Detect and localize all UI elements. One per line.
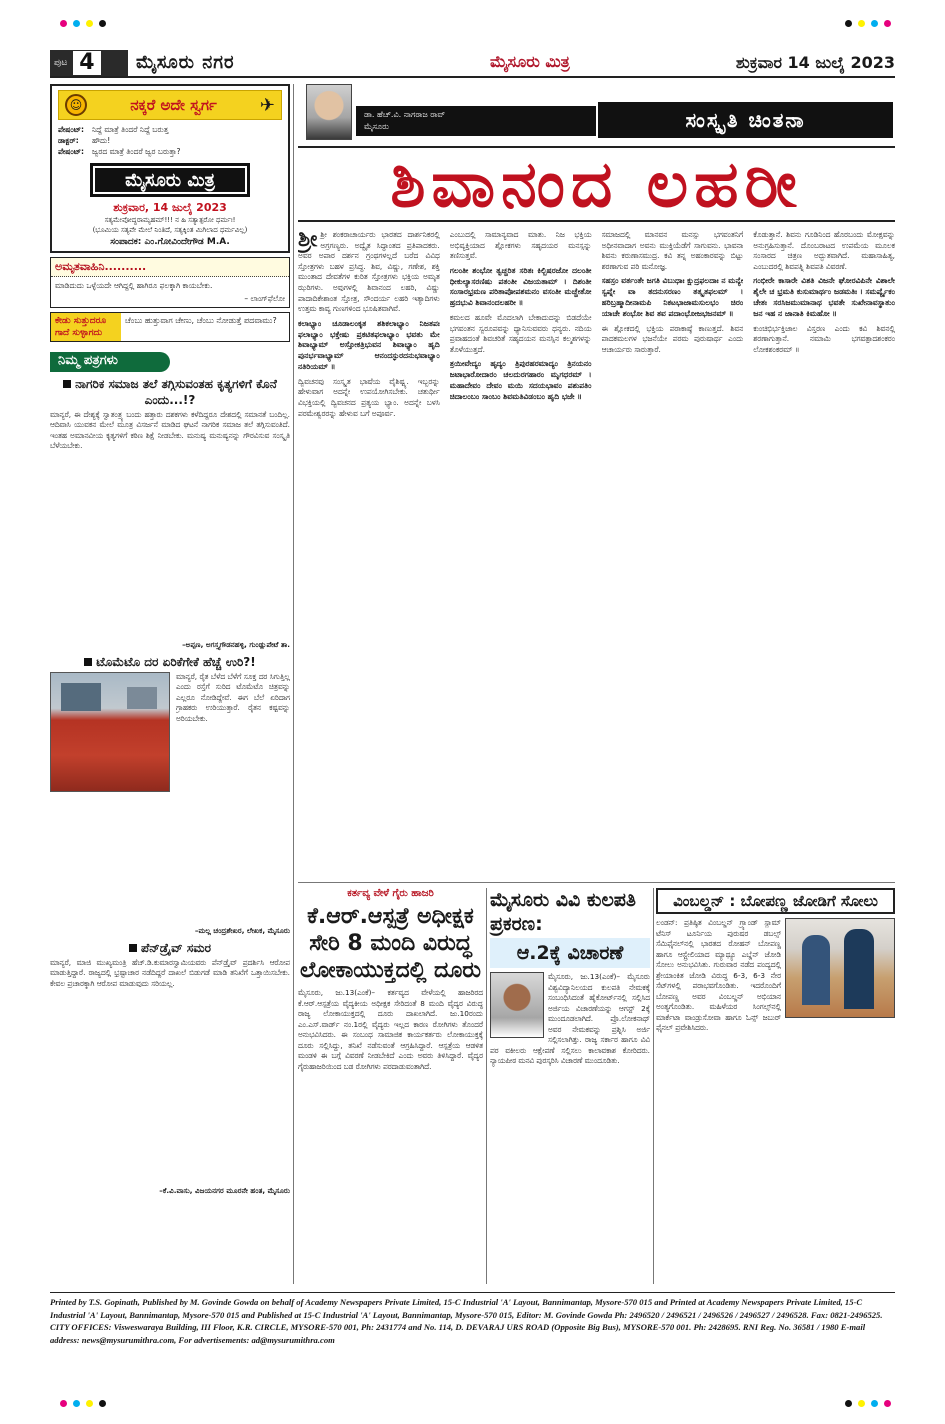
letter-1-title: ನಾಗರಿಕ ಸಮಾಜ ತಲೆ ತಗ್ಗಿಸುವಂತಹ ಕೃತ್ಯಗಳಿಗೆ ಕೊನೆ ಎಂದು...!? [50,376,290,408]
proverb-label: ಕೇಡು ಸುತ್ತುದರೂ ಗಾದೆ ಸುಳ್ಳಾಗದು [51,313,121,341]
cartoon-figure-icon: ✈ [259,94,275,116]
page-number-box [50,50,128,76]
quote-body: ಮಾಡಿದುದು ಒಳ್ಳೆಯದೇ ಆಗಿದ್ದಲ್ಲಿ ಹಾಗಿರೂ ಫಲಕ್ಕಾಗಿ ಕಾಯಬೇಕು. [55,281,213,290]
story-headline: ವಿಂಬಲ್ಡನ್ : ಬೋಪಣ್ಣ ಜೋಡಿಗೆ ಸೋಲು [656,888,895,914]
joke-line: ಪೇಷಂಟ್: ಜ್ವರದ ಮಾತ್ರೆ ತಿಂದರೆ ಜ್ವರ ಬರುತ್ತಾ? [58,147,181,156]
editor-line: ಸಂಪಾದಕ: ಎಂ.ಗೋವಿಂದೇಗೌಡ M.A. [110,237,230,247]
article-column-1: ಶ್ರೀ ಶ್ರೀ ಶಂಕರಾಚಾರ್ಯರು ಭಾರತದ ದಾರ್ಶನಿಕರಲ್ಲಿ ಅಗ್ರಗಣ್ಯರು. ಅದ್ವೈತ ಸಿದ್ಧಾಂತದ ಪ್ರತಿಪಾದಕರು. ಅವರ ಅಪಾರ ದರ್ಶನ ಗ್ರಂಥಗಳಲ್ಲದೆ ಬರೆದ ವಿವಿಧ ಸ್ತೋತ್ರಗಳು ಬಹಳ ಪ್ರಸಿದ್ಧ. ಶಿವ, ವಿಷ್ಣು, ಗಣೇಶ, ಶಕ್ತಿ ಮುಂತಾದ ದೇವತೆಗಳ ಕುರಿತ ಸ್ತೋತ್ರಗಳು ಭಕ್ತಿಯ ಅಮೃತ ಝರಿಗಳು. ಅವುಗಳಲ್ಲಿ ಶಿವಾನಂದ ಲಹರಿ, ವಿಷ್ಣು ಪಾದಾದಿಕೇಶಾಂತ ಸ್ತೋತ್ರ, ಸೌಂದರ್ಯ ಲಹರಿ ಇತ್ಯಾದಿಗಳು ಉತ್ತಮ ಕಾವ್ಯ ಗುಣಗಳಿಂದ ಭೂಷಿತವಾಗಿವೆ. ಕಲಾಭ್ಯಾಂ ಚೂಡಾಲಂಕೃತ ಶಶಿಕಲಾಭ್ಯಾಂ ನಿಜತಪಃ ಫಲಾಭ್ಯಾಂ ಭಕ್ತೇಷು ಪ್ರಕಟಿತಫಲಾಭ್ಯಾಂ ಭವತು ಮೇ ಶಿವಾಭ್ಯಾಮ್ ಅಸ್ತೋಕತ್ರಿಭುವನ ಶಿವಾಭ್ಯಾಂ ಹೃದಿ ಪುನರ್ಭವಾಭ್ಯಾಮ್ ಆನಂದಸ್ಫುರದನುಭವಾಭ್ಯಾಂ ನತಿರಿಯಮ್ ॥ ದ್ವಿವಚನವು ಸಂಸ್ಕೃತ ಭಾಷೆಯ ವೈಶಿಷ್ಟ್ಯ. ಇಬ್ಬರನ್ನು ಹೇಳುವಾಗ ಅದನ್ನೇ ಉಪಯೋಗಿಸಬೇಕು. ಚತುರ್ಥೀ ವಿಭಕ್ತಿಯಲ್ಲಿ ದ್ವಿವಚನದ ಪ್ರತ್ಯಯ ಭ್ಯಾಂ. ಅದನ್ನೇ ಬಳಸಿ ಪರಮೇಶ್ವರರನ್ನು ಹೇಳುವ ಬಗೆ ಅಪೂರ್ವ. [298,230,440,418]
joke-box [50,84,290,253]
joke-line: ಪೇಷಂಟ್: ನಿದ್ದೆ ಮಾತ್ರೆ ತಿಂದರೆ ನಿದ್ದೆ ಬರುತ್ತ [58,125,169,134]
joke-line: ಡಾಕ್ಟರ್: ಹೌದು! [58,136,111,145]
laughing-face-icon: ☺ [65,94,87,116]
tomato-dump-photo [50,672,170,792]
article-column-4 [753,230,895,870]
story-kicker: ಕರ್ತವ್ಯ ವೇಳೆ ಗೈರು ಹಾಜರಿ [347,888,434,899]
story-university [490,888,650,1067]
article-title: ಶಿವಾನಂದ ಲಹರೀ [298,146,895,222]
letter-2-signature: –ಮಲ್ಲ ಚಂದ್ರಶೇಖರ, ಲೇಖಕ, ಮೈಸೂರು [194,926,290,935]
page-label: ಪುಟ [54,58,68,68]
verse: ತ್ರಯೀವೇದ್ಯಂ ಹೃದ್ಯಂ ತ್ರಿಪುರಹರಮಾದ್ಯಂ ತ್ರಿನಯನಂ ಜಟಾಭಾರೋದಾರಂ ಚಲದುರಗಹಾರಂ ಮೃಗಧರಮ್ । ಮಹಾದೇವಂ ದೇವಂ ಮಯಿ ಸದಯಭಾವಂ ಪಶುಪತಿಂ ಚಿದಾಲಂಬಂ ಸಾಂಬಂ ಶಿವಮತಿವಿಡಂಬಂ ಹೃದಿ ಭಜೇ ॥ [449,359,592,401]
story-wimbledon [656,888,895,1034]
left-column [50,84,290,1196]
registration-dots-top-right [845,20,891,27]
section-name: ಮೈಸೂರು ನಗರ [136,52,235,73]
letters-section-header: ನಿಮ್ಮ ಪತ್ರಗಳು [50,352,170,372]
letter-3-signature: –ಕೆ.ವಿ.ವಾಸು, ವಿಜಯನಗರ ಮೂರನೇ ಹಂತ, ಮೈಸೂರು [159,1186,290,1195]
dropcap: ಶ್ರೀ [298,230,318,252]
registration-dots-bottom-right [845,1400,891,1407]
verse: ಗಂಭೀರೇ ಕಾಸಾರೇ ವಿಶತಿ ವಿಜನೇ ಘೋರವಿಪಿನೇ ವಿಶಾಲೇ ಶೈಲೇ ಚ ಭ್ರಮತಿ ಕುಸುಮಾರ್ಥಂ ಜಡಮತಿಃ । ಸಮರ್ಪ್ಯೈಕಂ ಚೇತಃ ಸರಸಿಜಮುಮಾನಾಥ ಭವತೇ ಸುಖೇನಾವಸ್ಥಾತುಂ ಜನ ಇಹ ನ ಜಾನಾತಿ ಕಿಮಹೋ ॥ [753,276,895,318]
letter-2-title: ಟೊಮೆಟೊ ದರ ಏರಿಕೆಗೇಕೆ ಹೆಚ್ಚೆ ಉರಿ?! [50,654,290,670]
story-headline: ಮೈಸೂರು ವಿವಿ ಕುಲಪತಿ ಪ್ರಕರಣ: [490,889,637,935]
column-name: ಸಂಸ್ಕೃತಿ ಚಿಂತನಾ [598,102,893,138]
story-kr-hospital [298,888,483,1072]
quote-author: – ಲಾಂಗ್‌ಫೆಲೋ [244,294,285,303]
paragraph: ಈ ಶ್ಲೋಕದಲ್ಲಿ ಭಕ್ತಿಯ ಪರಾಕಾಷ್ಠೆ ಕಾಣುತ್ತದೆ. ಶಿವನ ಪಾದಕಮಲಗಳ ಭಜನೆಯೇ ಪರಮ ಪುರುಷಾರ್ಥ ಎಂದು ಆಚಾರ್ಯರು ಸಾರುತ್ತಾರೆ. [601,323,744,354]
paragraph: ಕೊಡುತ್ತಾನೆ. ಶಿವನು ಗೂಡಿನಿಂದ ಹೊರಬಂದು ಮೋಕ್ಷವನ್ನು ಅನುಗ್ರಹಿಸುತ್ತಾನೆ. ದೊಂಬರಾಟದ ಉಪಮೆಯ ಮೂಲಕ ಸಂಸಾರದ ಚಿತ್ರಣ ಅದ್ಭುತವಾಗಿದೆ. ಮಹಾಸಾಹಿತ್ಯ, ಎಂಬುದರಲ್ಲಿ ಶಿವಪತ್ನಿ ಶಿವಪತಿ ವಿವರಣೆ. [753,230,895,271]
print-line: Printed by T.S. Gopinath, Published by M. Govinde Gowda on behalf of Academy Newspapers Private Limited, 15-C Industrial 'A' Layout, Bannimantap, Mysore-570 015 and Printed at Academy Newspapers Private Limited, 15-C Industrial 'A' Layout, Bannimantap, Mysore-570 015 and Published at 15-C Industrial 'A' Layout, Bannimantap, Mysore-570 015, Editor: M. Govinde Gowda Ph: 2496520 / 2496521 / 2496526 / 2496527 / 2496528. Fax: 0821-2496525. CITY OFFICES: Visweswaraya Building, III Floor, K.R. CIRCLE, MYSORE-570 001, Ph: 2431774 and No. 114, D. DEVARAJ URS ROAD (Opposite Big Bus), MYSORE-570 001. Ph: 2428695. RNI Reg. No. 36581 / 1980 E-mail address: news@mysurumithra.com, For advertisements: ad@mysurumithra.com [50,1292,895,1346]
paragraph: ಕಮಲದ ಹೂವೇ ಮೊದಲಾಗಿ ಬೇಕಾದುದನ್ನು ಬಿಡದೆಯೇ ಭಗವಂತನ ಸ್ವರೂಪವನ್ನು ಧ್ಯಾನಿಸುವವರು ಧನ್ಯರು. ನದಿಯ ಪ್ರವಾಹದಂತೆ ಶಿವಚರಿತೆ ಸಹೃದಯನ ಮನಸ್ಸಿನ ಕಲ್ಮಶಗಳನ್ನು ತೊಳೆಯುತ್ತದೆ. [449,312,592,354]
verse: ಸಹಸ್ರಂ ವರ್ತಂತೇ ಜಗತಿ ವಿಬುಧಾಃ ಕ್ಷುದ್ರಫಲದಾಃ ನ ಮನ್ಯೇ ಸ್ವಪ್ನೇ ವಾ ತದನುಸರಣಂ ತತ್ಕೃತಫಲಮ್ । ಹರಿಬ್ರಹ್ಮಾದೀನಾಮಪಿ ನಿಕಟಭಾಜಾಮಸುಲಭಂ ಚಿರಂ ಯಾಚೇ ಶಂಭೋ ಶಿವ ತವ ಪದಾಂಭೋಜಭಜನಮ್ ॥ [601,276,744,318]
quote-box [50,257,290,308]
bullet-square-icon [84,658,92,666]
article-body [298,230,895,870]
author-name: ಡಾ. ಹೆಚ್.ವಿ. ನಾಗರಾಜ ರಾವ್ [364,110,446,119]
paragraph: ದ್ವಿವಚನವು ಸಂಸ್ಕೃತ ಭಾಷೆಯ ವೈಶಿಷ್ಟ್ಯ. ಇಬ್ಬರನ್ನು ಹೇಳುವಾಗ ಅದನ್ನೇ ಉಪಯೋಗಿಸಬೇಕು. ಚತುರ್ಥೀ ವಿಭಕ್ತಿಯಲ್ಲಿ ದ್ವಿವಚನದ ಪ್ರತ್ಯಯ ಭ್ಯಾಂ. ಅದನ್ನೇ ಬಳಸಿ ಪರಮೇಶ್ವರರನ್ನು ಹೇಳುವ ಬಗೆ ಅಪೂರ್ವ. [298,376,440,418]
joke-title-bar [58,90,282,120]
motto-translation: (ಭೂಮಿಯ ಸತ್ಯವೇ ಮೇಲೆ ನಿಂತಿದೆ, ಸತ್ಯಕ್ಕಿಂತ ಮಿಗಿಲಾದ ಧರ್ಮವಿಲ್ಲ) [92,226,248,234]
tennis-players-photo [785,918,895,1018]
proverb-text: ಚೆಂಬು ಹುತ್ತುವಾಗ ಚೇಣು, ಚೆಂಬು ನೋಡುತ್ತೆ ಪದವಾಮು? [125,316,277,325]
article-column-2 [450,230,592,870]
story-subheadline: ಆ.2ಕ್ಕೆ ವಿಚಾರಣೆ [490,938,650,968]
article-header [298,84,895,144]
vice-chancellor-photo [490,972,544,1038]
paragraph: ಕುಂಚಿಭಿರ್ಭಕ್ತಿಜಾಲ ವಿಸ್ತರಣ ಎಂದು ಕವಿ ಶಿವನಲ್ಲಿ ಶರಣಾಗುತ್ತಾನೆ. ನಮಾಮಿ ಭಗವತ್ಪಾದಶಂಕರಂ ಲೋಕಶಂಕರಮ್ ॥ [753,323,895,354]
issue-date: ಶುಕ್ರವಾರ 14 ಜುಲೈ 2023 [735,53,895,72]
letter-2-body: ಮಾನ್ಯರೆ, ರೈತ ಬೆಳೆದ ಬೆಳೆಗೆ ಸೂಕ್ತ ದರ ಸಿಗುತ್ತಿಲ್ಲ ಎಂದು ರಸ್ತೆಗೆ ಸುರಿದ ಟೊಮೆಟೊ ಚಿತ್ರವನ್ನು ಎಲ್ಲರೂ ನೋಡಿದ್ದೇವೆ. ಈಗ ಬೆಲೆ ಏರಿದಾಗ ಗ್ರಾಹಕರು ಉರಿಯುತ್ತಾರೆ. ರೈತನ ಕಷ್ಟವನ್ನು ಅರಿಯಬೇಕು. [176,672,290,723]
author-place: ಮೈಸೂರು [364,122,389,131]
quote-title: ಅಮೃತವಾಹಿನಿ.......... [51,258,289,277]
story-body: ಮೈಸೂರು, ಜು.13(ಎಂಕೆ)– ಮೈಸೂರು ವಿಶ್ವವಿದ್ಯಾನಿಲಯದ ಕುಲಪತಿ ನೇಮಕಕ್ಕೆ ಸಂಬಂಧಿಸಿದಂತೆ ಹೈಕೋರ್ಟ್‌ನಲ್ಲಿ ಸಲ್ಲಿಸಿದ ಅರ್ಜಿಯ ವಿಚಾರಣೆಯನ್ನು ಆಗಸ್ಟ್ 2ಕ್ಕೆ ಮುಂದೂಡಲಾಗಿದೆ. ಪ್ರೊ.ಲೋಕನಾಥ್ ಅವರ ನೇಮಕವನ್ನು ಪ್ರಶ್ನಿಸಿ ಅರ್ಜಿ ಸಲ್ಲಿಸಲಾಗಿತ್ತು. ರಾಜ್ಯ ಸರ್ಕಾರ ಹಾಗೂ ವಿವಿ ಪರ ವಕೀಲರು ಆಕ್ಷೇಪಣೆ ಸಲ್ಲಿಸಲು ಕಾಲಾವಕಾಶ ಕೋರಿದರು. ನ್ಯಾಯಪೀಠ ಮನವಿ ಪುರಸ್ಕರಿಸಿ ವಿಚಾರಣೆ ಮುಂದೂಡಿತು. [490,972,650,1065]
author-photo [306,84,352,140]
joke-title: ನಕ್ಕರೆ ಅದೇ ಸ್ವರ್ಗ [130,96,217,114]
paper-logo: ಮೈಸೂರು ಮಿತ್ರ [490,52,570,71]
article-column-3 [602,230,744,870]
bullet-square-icon [129,944,137,952]
registration-dots-top-left [60,20,106,27]
verse: ಗಲಂತೀ ಶಂಭೋ ತ್ವಚ್ಚರಿತ ಸರಿತಃ ಕಿಲ್ಬಿಷರಜೋ ದಲಂತೀ ಧೀಕುಲ್ಯಾಸರಣಿಷು ಪತಂತೀ ವಿಜಯತಾಮ್ । ದಿಶಂತೀ ಸಂಸಾರಭ್ರಮಣ ಪರಿತಾಪೋಪಶಮನಂ ವಸಂತೀ ಮಚ್ಚೇತೋ ಹ್ರದಭುವಿ ಶಿವಾನಂದಲಹರೀ ॥ [449,265,592,308]
verse: ಕಲಾಭ್ಯಾಂ ಚೂಡಾಲಂಕೃತ ಶಶಿಕಲಾಭ್ಯಾಂ ನಿಜತಪಃ ಫಲಾಭ್ಯಾಂ ಭಕ್ತೇಷು ಪ್ರಕಟಿತಫಲಾಭ್ಯಾಂ ಭವತು ಮೇ ಶಿವಾಭ್ಯಾಮ್ ಅಸ್ತೋಕತ್ರಿಭುವನ ಶಿವಾಭ್ಯಾಂ ಹೃದಿ ಪುನರ್ಭವಾಭ್ಯಾಮ್ ಆನಂದಸ್ಫುರದನುಭವಾಭ್ಯಾಂ ನತಿರಿಯಮ್ ॥ [298,318,440,371]
story-headline: ಕೆ.ಆರ್.ಆಸ್ಪತ್ರೆ ಅಧೀಕ್ಷಕ ಸೇರಿ 8 ಮಂದಿ ವಿರುದ್ಧ ಲೋಕಾಯುಕ್ತದಲ್ಲಿ ದೂರು [300,904,481,983]
author-byline [356,106,596,136]
letter-3-body: ಮಾನ್ಯರೆ, ಮಾಜಿ ಮುಖ್ಯಮಂತ್ರಿ ಹೆಚ್.ಡಿ.ಕುಮಾರಸ್ವಾಮಿಯವರು ಪೆನ್‌ಡ್ರೈವ್ ಪ್ರದರ್ಶಿಸಿ ಆರೋಪ ಮಾಡುತ್ತಿದ್ದಾರೆ. ರಾಜ್ಯದಲ್ಲಿ ಭ್ರಷ್ಟಾಚಾರ ನಡೆದಿದ್ದರೆ ದಾಖಲೆ ಬಿಡುಗಡೆ ಮಾಡಿ ತನಿಖೆಗೆ ಒತ್ತಾಯಿಸಬೇಕು. ಕೇವಲ ಪ್ರಚಾರಕ್ಕಾಗಿ ಆರೋಪ ಮಾಡುವುದು ಸರಿಯಲ್ಲ. [50,958,290,988]
story-body: ಲಂಡನ್: ಪ್ರತಿಷ್ಠಿತ ವಿಂಬಲ್ಡನ್ ಗ್ರ್ಯಾಂಡ್ ಸ್ಲಾಮ್ ಟೆನಿಸ್ ಟೂರ್ನಿಯ ಪುರುಷರ ಡಬಲ್ಸ್ ಸೆಮಿಫೈನಲ್‌ನಲ್ಲಿ ಭಾರತದ ರೋಹನ್ ಬೋಪಣ್ಣ ಹಾಗೂ ಆಸ್ಟ್ರೇಲಿಯಾದ ಮ್ಯಾಥ್ಯೂ ಎಬ್ಡೆನ್ ಜೋಡಿ ಸೋಲು ಅನುಭವಿಸಿತು. ಗುರುವಾರ ನಡೆದ ಪಂದ್ಯದಲ್ಲಿ ಶ್ರೇಯಾಂಕಿತ ಜೋಡಿ ವಿರುದ್ಧ 6-3, 6-3 ನೇರ ಸೆಟ್‌ಗಳಲ್ಲಿ ಪರಾಭವಗೊಂಡಿತು. ಇದರೊಂದಿಗೆ ಬೋಪಣ್ಣ ಅವರ ವಿಂಬಲ್ಡನ್ ಅಭಿಯಾನ ಅಂತ್ಯಗೊಂಡಿತು. ಮಹಿಳೆಯರ ಸಿಂಗಲ್ಸ್‌ನಲ್ಲಿ ಮಾರ್ಕೆಟಾ ವಾಂಡ್ರುಸೋವಾ ಹಾಗೂ ಓನ್ಸ್ ಜಬುರ್ ಫೈನಲ್ ಪ್ರವೇಶಿಸಿದರು. [656,918,895,1034]
page-number: 4 [73,51,100,75]
motto-line: ಸತ್ಯಮೇವೋದ್ಧರಾಮ್ಯಹಮ್!!! ನ ಹಿ ಸತ್ಯಾತ್ಪರೋ ಧರ್ಮಃ! [104,216,236,224]
letter-3-title: ಪೆನ್‌ಡ್ರೈವ್ ಸಮರ [50,940,290,956]
page-masthead [50,48,895,78]
bullet-square-icon [63,380,71,388]
mini-date: ಶುಕ್ರವಾರ, 14 ಜುಲೈ 2023 [113,201,227,214]
letter-2-body-cont [50,796,290,924]
mini-paper-logo: ಮೈಸೂರು ಮಿತ್ರ [90,163,250,197]
paragraph: ಸಮಾಜದಲ್ಲಿ ಮಾನವನ ಮನಸ್ಸು ಭಗವಂತನಿಗೆ ಅಧೀನವಾದಾಗ ಅವನು ಮುಕ್ತಿಯೆಡೆಗೆ ಸಾಗುವನು. ಭಾವನಾ ಶಿವನು ಕರುಣಾಸಮುದ್ರ. ಕವಿ ತನ್ನ ಅಹಂಕಾರವನ್ನು ಬಿಟ್ಟು ಶರಣಾಗುವ ಪರಿ ಮನೋಜ್ಞ. [601,230,744,271]
story-body: ಮೈಸೂರು, ಜು.13(ಎಂಕೆ)– ಕರ್ತವ್ಯದ ವೇಳೆಯಲ್ಲಿ ಹಾಜರಿರದ ಕೆ.ಆರ್.ಆಸ್ಪತ್ರೆಯ ವೈದ್ಯಕೀಯ ಅಧೀಕ್ಷಕ ಸೇರಿದಂತೆ 8 ಮಂದಿ ವೈದ್ಯರ ವಿರುದ್ಧ ರಾಜ್ಯ ಲೋಕಾಯುಕ್ತದಲ್ಲಿ ದೂರು ದಾಖಲಾಗಿದೆ. ಜು.10ರಂದು ಎಂ.ಎಸ್.ವಾರ್ಡ್ ನಂ.1ರಲ್ಲಿ ವೈದ್ಯರು ಇಲ್ಲದ ಕಾರಣ ರೋಗಿಗಳು ತೊಂದರೆ ಅನುಭವಿಸಿದರು. ಈ ಸಂಬಂಧ ಸಾಮಾಜಿಕ ಕಾರ್ಯಕರ್ತರು ಲೋಕಾಯುಕ್ತಕ್ಕೆ ದೂರು ಸಲ್ಲಿಸಿದ್ದು, ತನಿಖೆ ನಡೆಸುವಂತೆ ಆಗ್ರಹಿಸಿದ್ದಾರೆ. ಆಸ್ಪತ್ರೆಯ ಆಡಳಿತ ಮಂಡಳಿ ಈ ಬಗ್ಗೆ ವಿವರಣೆ ನೀಡಬೇಕಿದೆ ಎಂದು ಅವರು ತಿಳಿಸಿದ್ದಾರೆ. ವೈದ್ಯರ ಗೈರುಹಾಜರಿಯಿಂದ ಬಡ ರೋಗಿಗಳು ಪರದಾಡುವಂತಾಗಿದೆ. [298,988,483,1071]
registration-dots-bottom-left [60,1400,106,1407]
paragraph: ಎಂಬುದಲ್ಲಿ ಸಾಮಾನ್ಯವಾದ ಮಾತು. ನಿಜ ಭಕ್ತಿಯ ಅಭಿವ್ಯಕ್ತಿಯಾದ ಶ್ಲೋಕಗಳು ಸಹೃದಯರ ಮನಸ್ಸನ್ನು ತಣಿಸುತ್ತವೆ. [449,230,592,261]
letter-1-signature: –ಅಪ್ಪಣ, ಅಗಸ್ತ್ಯಗೌಡನಹಳ್ಳಿ, ಗುಂಡ್ಲುಪೇಟೆ ತಾ. [182,640,290,649]
proverb-box [50,312,290,342]
letter-1-body: ಮಾನ್ಯರೆ, ಈ ದೇಶ್ಯಕ್ಕೆ ಸ್ವಾತಂತ್ರ್ಯ ಬಂದು ಹತ್ತಾರು ದಶಕಗಳು ಕಳೆದಿದ್ದರೂ ದೇಶದಲ್ಲಿ ಸಮಾನತೆ ಬಂದಿಲ್ಲ. ಆದಿವಾಸಿ ಯುವಕನ ಮೇಲೆ ಮೂತ್ರ ವಿಸರ್ಜನೆ ಮಾಡಿದ ಘಟನೆ ನಾಗರಿಕ ಸಮಾಜ ತಲೆ ತಗ್ಗಿಸುವಂತಿದೆ. ಇಂತಹ ಅಮಾನವೀಯ ಕೃತ್ಯಗಳಿಗೆ ಕಠಿಣ ಶಿಕ್ಷೆ ನೀಡಬೇಕು. ಮನುಷ್ಯ ಮನುಷ್ಯನನ್ನು ಗೌರವಿಸುವ ಸಂಸ್ಕೃತಿ ಬೆಳೆಯಬೇಕು. [50,410,290,451]
